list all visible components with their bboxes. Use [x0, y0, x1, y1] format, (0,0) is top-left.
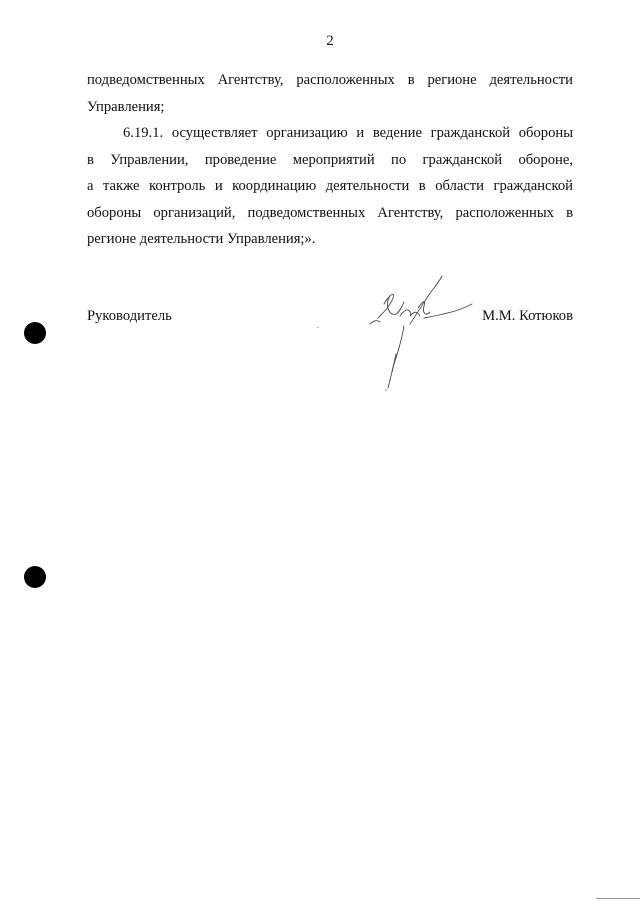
paragraph-clause-6-19-1	[87, 120, 573, 253]
punch-hole	[24, 566, 46, 588]
text-line: подведомственных Агентству, расположенных в регионе деятельности	[87, 72, 573, 88]
signatory-title: Руководитель	[87, 308, 172, 324]
text-line: регионе деятельности Управления;».	[87, 231, 316, 247]
signatory-name: М.М. Котюков	[482, 308, 573, 324]
text-line: а также контроль и координацию деятельности в области гражданской	[87, 178, 573, 194]
text-line: Управления;	[87, 98, 165, 115]
punch-hole	[24, 322, 46, 344]
scan-speck	[317, 327, 319, 328]
text-line: в Управлении, проведение мероприятий по гражданской обороне,	[87, 151, 573, 168]
page-number: 2	[326, 33, 334, 49]
handwritten-signature	[360, 268, 480, 398]
scan-edge-mark	[596, 898, 640, 899]
text-line: 6.19.1. осуществляет организацию и ведение гражданской обороны	[123, 125, 573, 141]
paragraph-continuation	[87, 67, 573, 120]
text-line: обороны организаций, подведомственных Агентству, расположенных в	[87, 204, 573, 221]
